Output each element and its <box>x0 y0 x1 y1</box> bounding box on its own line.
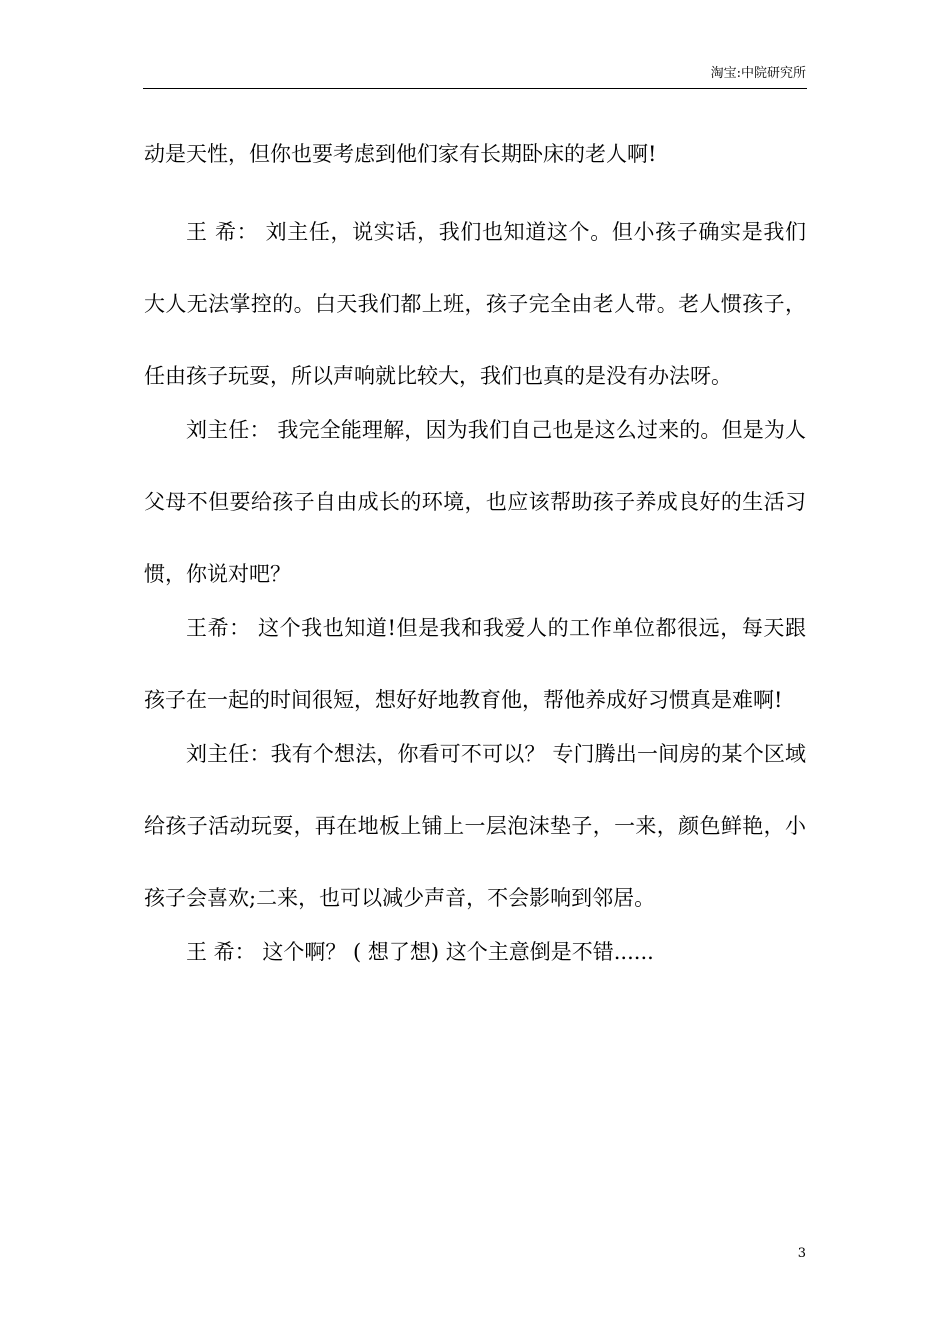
paragraph-wang-xi-3: 王 希： 这个啊？ ( 想了想) 这个主意倒是不错...... <box>186 940 654 964</box>
paragraph-liu-zhuren-1: 刘主任： 我完全能理解，因为我们自己也是这么过来的。但是为人父母不但要给孩子自由成长的环境，也应该帮助孩子养成良好的生活习惯，你说对吧？ <box>144 418 806 586</box>
paragraph-liu-zhuren-2: 刘主任：我有个想法，你看可不可以？ 专门腾出一间房的某个区域给孩子活动玩耍，再在地板上铺上一层泡沫垫子，一来，颜色鲜艳，小孩子会喜欢;二来，也可以减少声音，不会影响到邻居。 <box>144 742 806 910</box>
body-text <box>144 142 806 988</box>
paragraph-wang-xi-1: 王 希： 刘主任，说实话，我们也知道这个。但小孩子确实是我们大人无法掌控的。白天我们都上班，孩子完全由老人带。老人惯孩子，任由孩子玩耍，所以声响就比较大，我们也真的是没有办法呀。 <box>144 220 806 388</box>
header-rule <box>143 88 807 89</box>
paragraph-wang-xi-2: 王希： 这个我也知道!但是我和我爱人的工作单位都很远，每天跟孩子在一起的时间很短，想好好地教育他，帮他养成好习惯真是难啊! <box>144 616 806 712</box>
header-source-text: 淘宝:中院研究所 <box>710 66 806 81</box>
paragraph-continuation: 动是天性，但你也要考虑到他们家有长期卧床的老人啊! <box>144 142 657 166</box>
page-number: 3 <box>797 1246 806 1261</box>
